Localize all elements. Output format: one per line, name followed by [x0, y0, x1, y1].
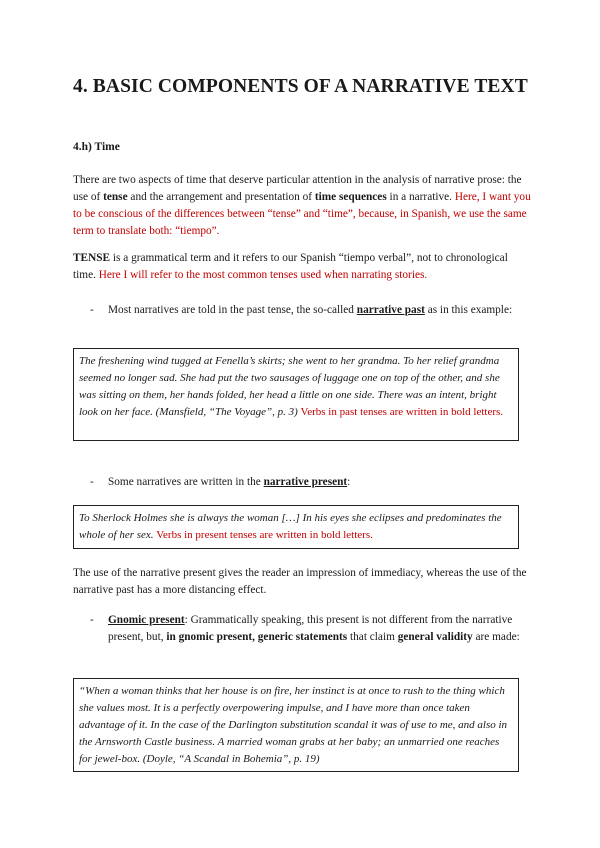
term-gnomic-present: Gnomic present — [108, 614, 185, 626]
teacher-note: Verbs in present tenses are written in bold letters. — [156, 529, 373, 541]
bullet-dash: - — [90, 614, 94, 626]
teacher-note: Verbs in past tenses are written in bold letters. — [300, 406, 504, 418]
section-subheading: 4.h) Time — [73, 141, 120, 153]
term-narrative-present: narrative present — [263, 476, 348, 488]
narrative-present-paragraph: The use of the narrative present gives the reader an impression of immediacy, whereas the use of the narrative past has a more distancing effect. — [73, 567, 527, 596]
teacher-note: Here, I want you to be conscious of the differences between “tense” and “time”, because, in Spanish, we use the same term to translate both: “tiempo”. — [73, 191, 531, 237]
bullet-dash: - — [90, 304, 94, 316]
page-title: 4. BASIC COMPONENTS OF A NARRATIVE TEXT — [73, 76, 528, 97]
quote-box-mansfield: The freshening wind tugged at Fenella’s skirts; she went to her grandma. To her relief grandma seemed no longer sad. She had put the two sausages of luggage one on top of the other, and she was sitting on them, her hands folded, her head a little on one side. There was an intent, bright look on her face. (Mansfield, “The Voyage”, p. 3) Verbs in past tenses are written in bold letters. — [73, 348, 519, 441]
quote-box-doyle-short: To Sherlock Holmes she is always the woman […] In his eyes she eclipses and predominates the whole of her sex. Verbs in present tenses are written in bold letters. — [73, 505, 519, 549]
term-narrative-past: narrative past — [356, 304, 425, 316]
intro-paragraph: There are two aspects of time that deserve particular attention in the analysis of narrative prose: the use of tense and the arrangement and presentation of time sequences in a narrative. Here, I want you to be conscious of the differences between “tense” and “time”, because, in Spanish, we use the same term to translate both: “tiempo”. — [73, 174, 531, 237]
bullet-dash: - — [90, 476, 94, 488]
list-item-narrative-present: Some narratives are written in the narrative present: — [108, 476, 351, 488]
list-item-gnomic-present: Gnomic present: Grammatically speaking, this present is not different from the narrative present, but, in gnomic present, generic statements that claim general validity are made: — [108, 614, 520, 643]
list-item-narrative-past: Most narratives are told in the past tense, the so-called narrative past as in this example: — [108, 304, 513, 316]
tense-paragraph: TENSE is a grammatical term and it refers to our Spanish “tiempo verbal”, not to chronological time. Here I will refer to the most common tenses used when narrating stories. — [73, 252, 508, 281]
teacher-note: Here I will refer to the most common tenses used when narrating stories. — [98, 269, 428, 281]
quote-box-doyle-long: “When a woman thinks that her house is on fire, her instinct is at once to rush to the thing which she values most. It is a perfectly overpowering impulse, and I have more than once taken advantage of it. In the case of the Darlington substitution scandal it was of use to me, and also in the Arnsworth Castle business. A married woman grabs at her baby; an unmarried one reaches for jewel-box. (Doyle, “A Scandal in Bohemia”, p. 19) — [73, 678, 519, 772]
